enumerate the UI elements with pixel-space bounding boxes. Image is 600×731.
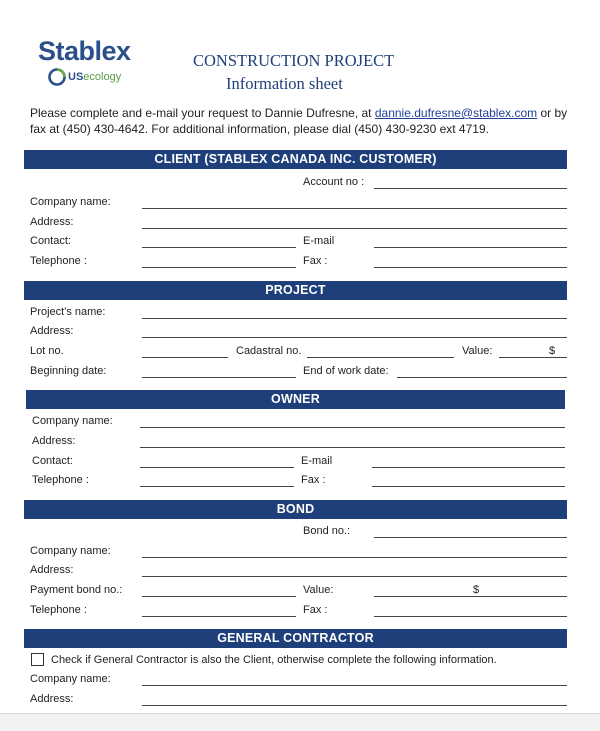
intro-line-1 [30,105,570,121]
bond-payment-bond-no-label: Payment bond no.: [30,584,123,596]
project-cadastral-no-field[interactable] [307,357,454,358]
client-email-field[interactable] [374,247,567,248]
client-email-label: E-mail [303,235,335,247]
owner-telephone-field[interactable] [140,486,294,487]
page-bottom-edge [0,713,600,731]
logo-name: Stablex [38,36,131,66]
project-name-field[interactable] [142,318,567,319]
contact-email-link[interactable]: dannie.dufresne@stablex.com [374,106,538,120]
bond-payment-bond-no-field[interactable] [142,596,296,597]
bond-fax-label: Fax : [303,604,328,616]
bond-no-label: Bond no.: [303,525,351,537]
bond-fax-field[interactable] [374,616,567,617]
bond-value-field[interactable] [374,596,567,597]
stablex-logo [38,36,131,67]
owner-company-name-field[interactable] [140,427,565,428]
owner-contact-field[interactable] [140,467,294,468]
bond-address-label: Address: [30,564,74,576]
project-lot-no-label: Lot no. [30,345,64,357]
owner-fax-field[interactable] [372,486,565,487]
owner-section-header: OWNER [26,390,565,409]
owner-address-label: Address: [32,435,76,447]
intro-line-1-text: Please complete and e-mail your request to Dannie Dufresne, at [30,106,375,120]
contractor-company-name-label: Company name: [30,673,111,685]
project-value-label: Value: [462,345,493,357]
project-value-field[interactable] [499,357,567,358]
client-telephone-label: Telephone : [30,255,87,267]
us-ecology-logo [48,68,138,88]
owner-email-label: E-mail [301,455,333,467]
bond-company-name-label: Company name: [30,545,111,557]
owner-company-name-label: Company name: [32,415,113,427]
form-title: CONSTRUCTION PROJECT [193,51,395,70]
project-beginning-date-field[interactable] [142,377,296,378]
owner-email-field[interactable] [372,467,565,468]
bond-company-name-field[interactable] [142,557,567,558]
contractor-is-client-checkbox[interactable] [31,653,44,666]
client-company-name-field[interactable] [142,208,567,209]
client-address-label: Address: [30,216,74,228]
project-value-currency: $ [549,345,556,357]
intro-text [30,105,570,137]
project-section-header: PROJECT [24,281,567,300]
owner-contact-label: Contact: [32,455,73,467]
client-account-no-field[interactable] [374,188,567,189]
logo-sub-ecology: ecology [83,71,122,83]
logo-sub-us: US [68,71,84,83]
us-ecology-mark-icon [48,68,66,86]
owner-telephone-label: Telephone : [32,474,89,486]
intro-line-2: fax at (450) 430-4642. For additional information, please dial (450) 430-9230 ext 4719. [30,122,489,136]
general-contractor-section-header: GENERAL CONTRACTOR [24,629,567,648]
client-telephone-field[interactable] [142,267,296,268]
client-contact-label: Contact: [30,235,71,247]
contractor-address-field[interactable] [142,705,567,706]
client-fax-field[interactable] [374,267,567,268]
client-address-field[interactable] [142,228,567,229]
intro-line-1-end: or by [537,106,568,120]
project-cadastral-no-label: Cadastral no. [236,345,302,357]
contractor-is-client-label: Check if General Contractor is also the Client, otherwise complete the following information. [51,654,497,666]
contractor-company-name-field[interactable] [142,685,567,686]
project-address-field[interactable] [142,337,567,338]
project-name-label: Project's name: [30,306,106,318]
client-contact-field[interactable] [142,247,296,248]
owner-address-field[interactable] [140,447,565,448]
project-address-label: Address: [30,325,74,337]
client-section-header: CLIENT (STABLEX CANADA INC. CUSTOMER) [24,150,567,169]
project-beginning-date-label: Beginning date: [30,365,107,377]
owner-fax-label: Fax : [301,474,326,486]
bond-value-currency: $ [473,584,480,596]
bond-section-header: BOND [24,500,567,519]
client-company-name-label: Company name: [30,196,111,208]
form-subtitle: Information sheet [226,74,343,93]
contractor-address-label: Address: [30,693,74,705]
bond-no-field[interactable] [374,537,567,538]
client-fax-label: Fax : [303,255,328,267]
project-end-date-label: End of work date: [303,365,389,377]
client-account-no-label: Account no : [303,176,365,188]
bond-telephone-field[interactable] [142,616,296,617]
project-end-date-field[interactable] [397,377,567,378]
bond-address-field[interactable] [142,576,567,577]
bond-value-label: Value: [303,584,334,596]
bond-telephone-label: Telephone : [30,604,87,616]
project-lot-no-field[interactable] [142,357,228,358]
